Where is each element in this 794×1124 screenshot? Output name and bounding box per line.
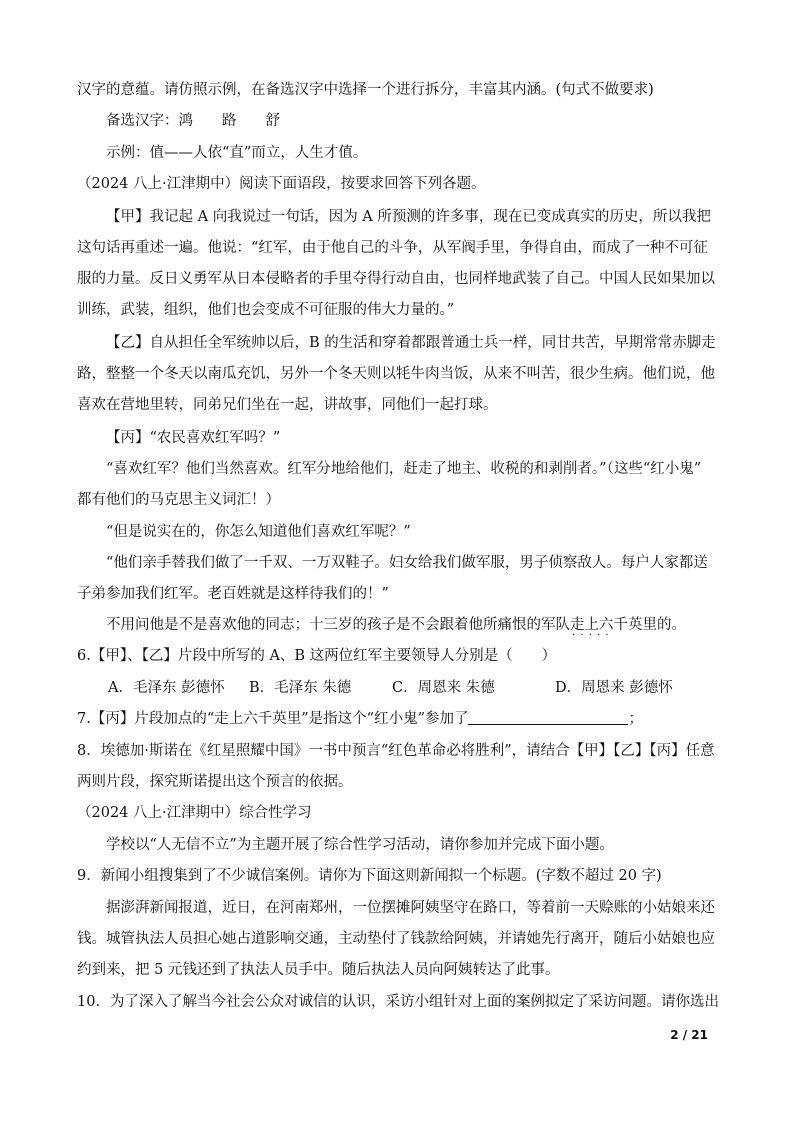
- passage-bing-line: 【丙】“农民喜欢红军吗？”: [106, 430, 281, 446]
- news-line: 约到来，把 5 元钱还到了执法人员手中。随后执法人员向阿姨转达了此事。: [77, 962, 560, 978]
- passage-yi-line: 【乙】自从担任全军统帅以后，B 的生活和穿着都跟普通士兵一样，同甘共苦，早期常常赤脚走: [106, 335, 716, 351]
- news-line: 据澎湃新闻报道，近日，在河南郑州，一位摆摊阿姨坚守在路口，等着前一天赊账的小姑娘来还: [106, 900, 715, 916]
- question-7: [77, 709, 722, 729]
- text-line: 汉字的意蕴。请仿照示例，在备选汉字中选择一个进行拆分，丰富其内涵。(句式不做要求): [77, 82, 654, 98]
- option-b[interactable]: B．毛泽东 朱德: [249, 680, 352, 696]
- passage-yi-line: 路，整整一个冬天以南瓜充饥，另外一个冬天则以牦牛肉当饭，从来不叫苦，很少生病。他们说，他: [77, 366, 715, 382]
- passage-bing-line: “喜欢红军？他们当然喜欢。红军分地给他们，赶走了地主、收税的和剥削者。”（这些“红小鬼”: [106, 461, 702, 477]
- passage-jia-line: 【甲】我记起 A 向我说过一句话，因为 A 所预测的许多事，现在已变成真实的历史，所以我把: [106, 209, 711, 225]
- passage-bing-line: 都有他们的马克思主义词汇！）: [77, 492, 280, 508]
- passage-jia-line: 这句话再重述一遍。他说：“红军，由于他自己的斗争，从军阀手里，争得自由，而成了一种不可征: [77, 240, 708, 256]
- text-span: 不用问他是不是喜欢他的同志；十三岁的孩子是不会跟着他所痛恨的军队: [106, 617, 570, 633]
- question-8-cont: 两则片段，探究斯诺提出这个预言的依据。: [77, 774, 353, 790]
- example-line: 示例：值——人依“直”而立，人生才值。: [106, 145, 368, 161]
- news-line: 钱。城管执法人员担心她占道影响交通，主动垫付了钱款给阿姨，并请她先行离开，随后小姑娘也应: [77, 931, 715, 947]
- candidate-characters: 备选汉字：鸿 路 舒: [106, 113, 280, 129]
- activity-intro: 学校以“人无信不立”为主题开展了综合性学习活动，请你参加并完成下面小题。: [106, 837, 614, 853]
- passage-bing-line: “但是说实在的，你怎么知道他们喜欢红军呢？”: [106, 524, 411, 540]
- passage-bing-line: “他们亲手替我们做了一千双、一万双鞋子。妇女给我们做军服，男子侦察敌人。每户人家都送: [106, 555, 708, 571]
- question-10: 10．为了深入了解当今社会公众对诚信的认识，采访小组针对上面的案例拟定了采访问题。请你选出: [77, 994, 719, 1010]
- question-6: 6.【甲】、【乙】片段中所写的 A、B 这两位红军主要领导人分别是（ ）: [77, 648, 557, 664]
- question-9: 9．新闻小组搜集到了不少诚信案例。请你为下面这则新闻拟一个标题。(字数不超过 20 字): [77, 868, 662, 884]
- question-8: 8．埃德加·斯诺在《红星照耀中国》一书中预言“红色革命必将胜利”，请结合【甲】【乙】【丙】任意: [77, 743, 715, 759]
- dotted-emphasis: 走上六千英里 · · ·: [570, 617, 657, 633]
- passage-jia-line: 服的力量。反日义勇军从日本侵略者的手里夺得行动自由，也同样地武装了自己。中国人民如果加以: [77, 271, 715, 287]
- source-line: （2024 八上·江津期中）综合性学习: [77, 805, 312, 821]
- source-line: （2024 八上·江津期中）阅读下面语段，按要求回答下列各题。: [77, 176, 486, 192]
- passage-bing-line: 子弟参加我们红军。老百姓就是这样待我们的！”: [77, 586, 389, 602]
- q7-text: 7.【丙】片段加点的“走上六千英里”是指这个“红小鬼”参加了: [77, 711, 469, 727]
- text-span: 的。: [657, 617, 686, 633]
- passage-bing-last-line: [106, 615, 722, 639]
- option-a[interactable]: A．毛泽东 彭德怀: [108, 680, 225, 696]
- passage-jia-line: 训练，武装，组织，他们也会变成不可征服的伟大力量的。”: [77, 302, 455, 318]
- page-number: 2 / 21: [670, 1028, 708, 1042]
- q7-end: ；: [628, 711, 643, 727]
- option-d[interactable]: D．周恩来 彭德怀: [555, 680, 673, 696]
- option-c[interactable]: C．周恩来 朱德: [392, 680, 495, 696]
- passage-yi-line: 喜欢在营地里转，同弟兄们坐在一起，讲故事，同他们一起打球。: [77, 397, 498, 413]
- answer-blank[interactable]: [468, 709, 628, 725]
